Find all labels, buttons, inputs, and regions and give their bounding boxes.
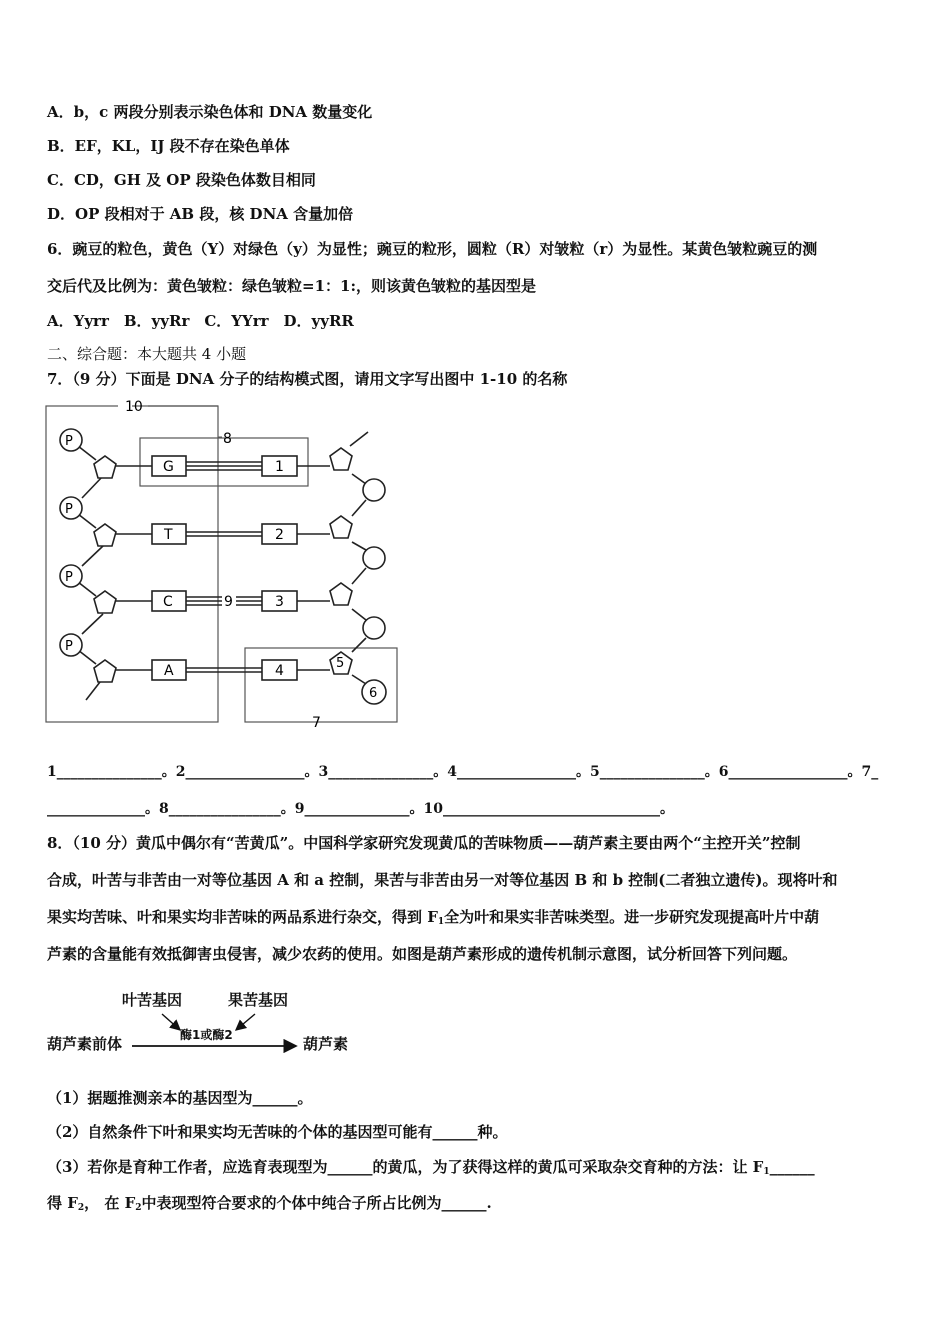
base-right-1: 1 — [275, 459, 284, 475]
label-5: 5 — [336, 656, 345, 671]
label-9: 9 — [224, 594, 233, 610]
deoxyribose-icon — [330, 516, 352, 538]
base-left-1: G — [163, 459, 174, 475]
q8-stem-line2: 合成，叶苦与非苦由一对等位基因 A 和 a 控制，果苦与非苦由另一对等位基因 B 和 b 控制(二者独立遗传)。现将叶和 — [47, 871, 838, 889]
q5-option-b: B．EF，KL，IJ 段不存在染色单体 — [47, 137, 290, 155]
q8-sub2: （2）自然条件下叶和果实均无苦味的个体的基因型可能有______种。 — [47, 1123, 508, 1141]
q7-answer-line2: ______________。8________________。9_______________。10_______________________________。 — [47, 801, 674, 817]
enzyme-label: 酶1或酶2 — [180, 1028, 233, 1042]
region-10-box — [46, 406, 218, 722]
q8-stem-line1: 8．（10 分）黄瓜中偶尔有“苦黄瓜”。中国科学家研究发现黄瓜的苦味物质——葫芦素主要由两个“主控开关”控制 — [47, 834, 801, 852]
phosphate-label: P — [65, 434, 73, 449]
base-right-3: 3 — [275, 594, 284, 610]
phosphate-label: P — [65, 639, 73, 654]
pathway-arrows — [128, 1008, 308, 1053]
product-label: 葫芦素 — [303, 1035, 349, 1053]
phosphate-label: P — [65, 570, 73, 585]
q6-stem-line1: 6．豌豆的粒色，黄色（Y）对绿色（y）为显性；豌豆的粒形，圆粒（R）对皱粒（r）为显性。某黄色皱粒豌豆的测 — [47, 240, 818, 258]
leaf-bitter-gene-label: 叶苦基因 — [122, 991, 183, 1009]
q5-option-a: A．b，c 两段分别表示染色体和 DNA 数量变化 — [47, 103, 373, 121]
q8-stem-line4: 芦素的含量能有效抵御害虫侵害，减少农药的使用。如图是葫芦素形成的遗传机制示意图，试分析回答下列问题。 — [47, 945, 798, 963]
dna-structure-diagram — [40, 395, 410, 735]
q5-option-c: C．CD，GH 及 OP 段染色体数目相同 — [47, 171, 316, 189]
label-7: 7 — [312, 715, 321, 731]
phosphate-group-icon — [60, 429, 82, 656]
fruit-bitter-gene-label: 果苦基因 — [228, 991, 289, 1009]
base-left-4: A — [164, 663, 174, 679]
phosphate-label: P — [65, 502, 73, 517]
q8-sub3-line2: 得 $F_2$， 在 $F_2$中表现型符合要求的个体中纯合子所占比例为______. — [47, 1194, 492, 1213]
label-8: 8 — [223, 431, 232, 447]
q8-sub1: （1）据题推测亲本的基因型为______。 — [47, 1089, 313, 1107]
section2-header: 二、综合题：本大题共 4 小题 — [47, 345, 247, 363]
precursor-label: 葫芦素前体 — [47, 1035, 123, 1053]
q5-option-d: D．OP 段相对于 AB 段，核 DNA 含量加倍 — [47, 205, 354, 223]
q7-answer-line1: 1_______________。2_________________。3_______________。4_________________。5_______________。6_________________。7_ — [47, 764, 879, 780]
deoxyribose-icon — [94, 591, 116, 613]
base-left-2: T — [164, 527, 173, 543]
label-6: 6 — [369, 686, 378, 701]
deoxyribose-icon — [330, 583, 352, 605]
q8-stem-line3: 果实均苦味、叶和果实均非苦味的两品系进行杂交，得到 $F_1$全为叶和果实非苦味类型。进一步研究发现提高叶片中葫 — [47, 908, 820, 927]
deoxyribose-icon — [94, 524, 116, 546]
label-10: 10 — [125, 399, 143, 415]
deoxyribose-icon — [94, 660, 116, 682]
base-left-3: C — [163, 594, 173, 610]
q6-options: A．Yyrr B．yyRr C．YYrr D．yyRR — [47, 312, 354, 330]
deoxyribose-icon — [330, 448, 352, 470]
q6-stem-line2: 交后代及比例为：黄色皱粒：绿色皱粒=1：1:，则该黄色皱粒的基因型是 — [47, 277, 536, 295]
q7-stem: 7．（9 分）下面是 DNA 分子的结构模式图，请用文字写出图中 1-10 的名称 — [47, 370, 568, 388]
base-right-2: 2 — [275, 527, 284, 543]
base-right-4: 4 — [275, 663, 284, 679]
deoxyribose-icon — [94, 456, 116, 478]
q8-sub3-line1: （3）若你是育种工作者，应选育表现型为______的黄瓜，为了获得这样的黄瓜可采取杂交育种的方法：让 $F_1\_\_\_\_\_\_$ — [47, 1158, 815, 1177]
